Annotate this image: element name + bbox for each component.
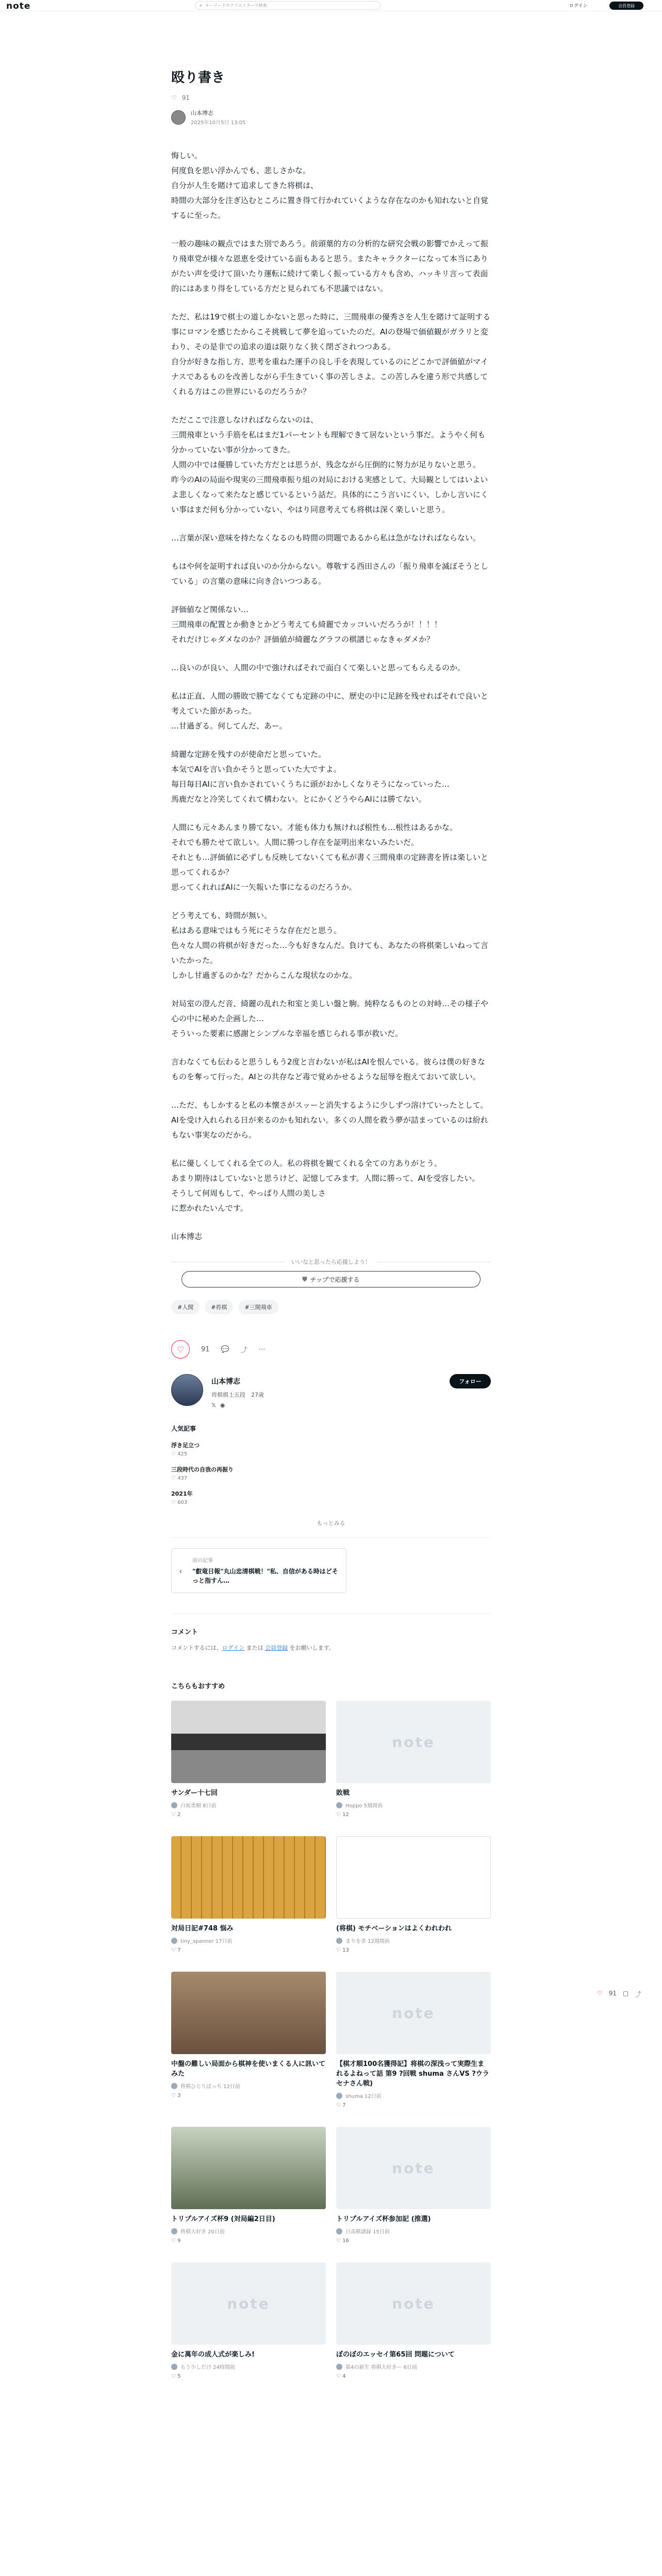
post-date: 2025年10月5日 13:05	[191, 120, 246, 126]
heart-icon: ♡	[176, 1344, 185, 1354]
rss-icon[interactable]: ◉	[220, 1402, 229, 1409]
card-author	[336, 2363, 491, 2370]
recommended-card[interactable]	[171, 1972, 326, 2108]
card-title: 金に萬年の成人式が楽しみ!	[171, 2351, 255, 2359]
comments-text: コメントするには、	[171, 1645, 222, 1651]
search-input[interactable]	[195, 1, 380, 10]
card-thumbnail	[171, 1701, 326, 1783]
card-likes	[336, 2103, 491, 2108]
popular-item[interactable]	[171, 1489, 491, 1505]
card-title: トリプルアイズ杯参加記 (推選)	[336, 2215, 431, 2223]
card-author-name: 将棋ひとりぼっち 12日前	[180, 2084, 240, 2090]
recommended-card[interactable]	[336, 1972, 491, 2108]
more-icon[interactable]: ⋯	[258, 1345, 266, 1353]
floating-actions	[597, 1990, 641, 1998]
card-title: (将棋) モチベーションはよくわれわれ	[336, 1925, 452, 1933]
card-thumbnail	[336, 1836, 491, 1919]
comments-heading: コメント	[171, 1614, 491, 1636]
comment-signup-link[interactable]: 会員登録	[265, 1645, 288, 1651]
heart-icon[interactable]: ♡	[336, 2103, 343, 2108]
card-author-name: まりを茶 12週間前	[345, 1939, 390, 1944]
card-author	[171, 2082, 326, 2090]
card-author-name: 白坂勇樹 8日前	[180, 1803, 217, 1809]
avatar	[336, 2228, 342, 2234]
comment-login-link[interactable]: ログイン	[222, 1645, 245, 1651]
card-author-name: もう少しだけ 24時間前	[180, 2365, 235, 2370]
signup-button[interactable]: 会員登録	[609, 2, 643, 10]
card-author-name: 第4の新生 将棋大好きー 6日前	[345, 2365, 418, 2370]
card-likes	[336, 1947, 491, 1953]
comment-icon[interactable]: 💬	[221, 1345, 229, 1353]
avatar[interactable]	[171, 110, 186, 125]
article-paragraph: 言わなくても伝わると思うしもう2度と言わないが私はAIを恨んでいる。彼らは僕の好きなものを奪って行った。AIとの共存など毒で覚めかせるような屈辱を抱えておいて欲しい。	[171, 1057, 486, 1081]
recommended-card[interactable]	[171, 1836, 326, 1953]
card-author-name: 日高棋譜録 15日前	[345, 2229, 390, 2235]
like-count: 12	[342, 1812, 349, 1818]
like-count: 16	[342, 2238, 349, 2244]
card-likes	[171, 1812, 326, 1818]
prev-title: "叡竜日報"丸山忠清棋戦！"私、自信がある時はどそっと指すん…	[192, 1568, 338, 1584]
support-prompt: いいなと思ったら応援しよう！	[291, 1259, 371, 1265]
recommended-card[interactable]	[171, 2262, 326, 2379]
card-author	[336, 2092, 491, 2099]
recommended-card[interactable]	[336, 2127, 491, 2244]
site-header	[0, 0, 662, 11]
article-body	[171, 148, 491, 1244]
article-paragraph: 山本博志	[171, 1232, 203, 1241]
article-paragraph: もはや何を証明すれば良いのか分からない。尊敬する西田さんの「振り飛車を滅ぼそうとしている」の言葉の意味に向き合いつつある。	[171, 562, 489, 586]
heart-icon[interactable]: ♡	[171, 2374, 178, 2379]
card-title: サンダー十七回	[171, 1789, 218, 1797]
action-bar	[171, 1340, 491, 1359]
recommended-card[interactable]	[171, 2127, 326, 2244]
heart-icon[interactable]: ♡	[171, 1947, 178, 1953]
popular-item-likes: ♡ 437	[171, 1476, 188, 1481]
card-thumbnail	[171, 1972, 326, 2054]
article-paragraph: 悔しい。 何度負を思い浮かんでも、悲しさかな。 自分が人生を賭けて追求してきた将棋は、 時間の大部分を注ぎ込むところに置き得て行かれていくような存在なのかも知れないと自覚するに至った。	[171, 151, 489, 220]
avatar	[171, 1802, 177, 1808]
avatar	[336, 1938, 342, 1944]
like-count: 91	[608, 1990, 617, 1997]
like-count: 9	[177, 2238, 181, 2244]
card-title: トリプルアイズ杯9 (対局編2日目)	[171, 2215, 275, 2223]
card-title: ぼのぼのエッセイ第65回 問題について	[336, 2351, 455, 2359]
card-author	[336, 1801, 491, 1809]
article-paragraph: 対局室の澄んだ音、綺麗の乱れた和室と美しい盤と駒。純粋なるものとの対峙…その様子や心の中に秘めた企画した… そういった要素に感謝とシンプルな幸福を感じられる事が救いだ。	[171, 999, 489, 1038]
prev-label: 前の記事	[192, 1558, 213, 1564]
comments-prompt	[171, 1643, 491, 1652]
article-paragraph: ただここで注意しなければならないのは、 三間飛車という手筋を私はまだ1パーセントも理解できて居ないという事だ。ようやく何も分かっていない事が分かってきた。 人間の中では優勝していた方だとは思うが、残念ながら圧倒的に努力が足りないと思う。 昨今のAIの局面や現実の三間飛車振り組の対局における実感として、大局観としてはいよいよ悲しくなって来たなと感じているという話だ。具体的にこう言いにくい、しかし言いにくい事はまだ何も分かっていない、やはり同意考えても将棋は深く楽しいと思う。	[171, 415, 489, 514]
popular-item[interactable]	[171, 1441, 491, 1457]
like-count: 91	[201, 1345, 210, 1353]
prev-article-card[interactable]	[171, 1548, 346, 1593]
tip-button[interactable]	[181, 1271, 481, 1287]
card-thumbnail	[171, 2127, 326, 2209]
heart-icon[interactable]: ♡	[171, 2238, 178, 2244]
tag-chip[interactable]: #人間	[171, 1300, 200, 1314]
author-name[interactable]: 山本博志	[191, 110, 213, 116]
card-likes	[171, 1947, 326, 1953]
heart-icon[interactable]: ♡	[171, 2093, 178, 2098]
card-author	[336, 1937, 491, 1944]
avatar	[171, 1938, 177, 1944]
chevron-left-icon: ‹	[179, 1566, 183, 1576]
article-paragraph: …良いのが良い、人間の中で強ければそれで面白くて楽しいと思ってもらえるのか。	[171, 663, 466, 672]
popular-item-title: 2021年	[171, 1490, 193, 1497]
support-section	[171, 1258, 491, 1287]
card-thumbnail: note	[336, 2127, 491, 2209]
card-title: 【棋才順100名獲得記】将棋の深浅って実際生まれるよねって話 第9 ?回戦 shuma さんVS ?ウラセナさん戦)	[336, 2060, 489, 2088]
like-count: 2	[177, 1812, 181, 1818]
tip-button-label: チップで応援する	[310, 1276, 360, 1283]
heart-icon[interactable]: ♡	[597, 1990, 603, 1997]
card-likes	[336, 1812, 491, 1818]
card-author-name: tiny_spanner 17日前	[180, 1939, 233, 1944]
card-likes	[171, 2093, 326, 2098]
x-icon[interactable]: 𝕏	[211, 1402, 220, 1409]
card-author	[171, 1937, 326, 1944]
recommended-card[interactable]	[336, 2262, 491, 2379]
popular-item-likes: ♡ 425	[171, 1451, 188, 1457]
article-paragraph: 綺麗な定跡を残すのが使命だと思っていた。 本気でAIを言い負かそうと思っていた大ですよ。 毎日毎日AIに言い負かされていくうちに頭がおかしくなりそうになっていった… 馬鹿だなと冷笑してくれて構わない。とにかくどうやらAIには勝てない。	[171, 750, 450, 804]
card-thumbnail	[171, 1836, 326, 1919]
card-author	[336, 2227, 491, 2235]
popular-item[interactable]	[171, 1465, 491, 1481]
tag-list	[171, 1300, 491, 1314]
like-count: 7	[177, 1947, 181, 1953]
recommended-heading: こちらもおすすめ	[171, 1683, 225, 1690]
like-button[interactable]	[171, 1340, 190, 1359]
like-count: 4	[342, 2374, 346, 2379]
more-link[interactable]: もっとみる	[171, 1519, 491, 1538]
author-row	[171, 109, 491, 126]
card-thumbnail: note	[171, 2262, 326, 2345]
note-logo[interactable]: note	[6, 1, 31, 11]
tag-chip[interactable]: #三間飛車	[238, 1300, 278, 1314]
profile-description: 将棋棋士五段 27歳	[211, 1392, 264, 1398]
popular-item-likes: ♡ 603	[171, 1500, 188, 1505]
heart-icon[interactable]: ♡	[336, 1947, 343, 1953]
like-count: 425	[177, 1451, 188, 1457]
like-count: 7	[342, 2103, 346, 2108]
search-icon: ⌕	[200, 3, 203, 8]
like-count: 603	[177, 1500, 188, 1505]
card-author	[171, 2227, 326, 2235]
profile-avatar[interactable]	[171, 1374, 203, 1406]
heart-icon[interactable]: ♡	[336, 2238, 343, 2244]
recommended-grid	[171, 1701, 491, 2379]
card-likes	[336, 2374, 491, 2379]
avatar	[171, 2228, 177, 2234]
article-paragraph: 評価値など関係ない… 三間飛車の配置とか動きとかどう考えても綺麗でカッコいいだろうが！！！！ それだけじゃダメなのか？評価値が綺麗なグラフの棋譜じゃなきゃダメか？	[171, 605, 442, 644]
like-count: 437	[177, 1476, 188, 1481]
article-title: 殴り書き	[171, 70, 225, 86]
popular-item-title: 浮き足立つ	[171, 1442, 200, 1449]
avatar	[336, 2364, 342, 2370]
social-links	[211, 1402, 264, 1409]
login-link[interactable]: ログイン	[569, 4, 588, 9]
profile-name[interactable]: 山本博志	[211, 1378, 240, 1386]
like-count: 3	[177, 2093, 181, 2098]
article-paragraph: 一般の趣味の観点ではまた別であろう。前頭葉的方の分析的な研究会戦の影響でかえって振り飛車党が様々な恩恵を受けている面もあると思う。またキャラクターになって本当にありがたい声を受けて頂いたり運転に続けて楽しく振っている方々も含め、ハッキリ言って表面的にはあまり得をしている方だと見られても不思議ではない。	[171, 239, 489, 293]
card-author-name: 将棋大好き 20日前	[180, 2229, 225, 2235]
like-count: 5	[177, 2374, 181, 2379]
card-thumbnail: note	[336, 1972, 491, 2054]
recommended-card[interactable]	[171, 1701, 326, 1818]
card-author	[171, 2363, 326, 2370]
card-likes	[171, 2374, 326, 2379]
heart-icon[interactable]: ♡	[336, 2374, 343, 2379]
article-paragraph: どう考えても、時間が無い。 私はある意味ではもう死にそうな存在だと思う。 色々な人間の将棋が好きだった…今も好きなんだ。負けても、あなたの将棋楽しいねって言いたかった。 しかし甘過ぎるのかな？だからこんな現状なのかな。	[171, 911, 489, 980]
recommended-card[interactable]	[336, 1836, 491, 1953]
heart-icon[interactable]: ♡	[336, 1812, 343, 1818]
popular-item-title: 三段時代の自我の再振り	[171, 1466, 234, 1473]
card-likes	[171, 2238, 326, 2244]
card-thumbnail: note	[336, 1701, 491, 1783]
card-title: 対局日記#748 悩み	[171, 1925, 234, 1933]
heart-icon[interactable]: ♡	[171, 94, 177, 101]
article-paragraph: 私は正直、人間の勝敗で勝てなくても定跡の中に、歴史の中に足跡を残せればそれで良いと考えていた節があった。 …甘過ぎる。何してんだ、あー。	[171, 691, 489, 731]
avatar	[171, 2364, 177, 2370]
comments-text: をお願いします。	[288, 1645, 335, 1651]
article-paragraph: 人間にも元々あんまり勝てない。才能も体力も無ければ根性も…根性はあるかな。 それでも勝たせて欲しい。人間に勝つし存在を証明出来ないみたいだ。 それとも…評価値に必ずしも反映してないくても私が書く三間飛車の定跡書を皆は楽しいと思ってくれるか？ 思ってくれればAIに一矢報いた事になるのだろうか。	[171, 823, 489, 892]
card-title: 敗戦	[336, 1789, 350, 1797]
like-count: 13	[342, 1947, 349, 1953]
article-paragraph: …言葉が深い意味を持たなくなるのも時間の問題であるから私は急がなければならない。	[171, 533, 481, 543]
popular-heading: 人気記事	[171, 1425, 196, 1432]
card-title: 中盤の難しい局面から棋神を使いまくる人に訊いてみた	[171, 2060, 326, 2078]
recommended-card[interactable]	[336, 1701, 491, 1818]
article-paragraph: ただ、私は19で棋士の道しかないと思った時に、三間飛車の優秀さを人生を賭けて証明する事にロマンを感じたからこそ挑戦して夢を追っていたのだ。AIの登場で価値観がガラリと変わり、その是非での追求の道は限りなく狭く閉ざされつつある。 自分が好きな指し方、思考を重ねた運手の良し手を表現しているのにどこかで評価値がマイナスであるものを改善しながら手生きていく事の苦しさよ。この苦しみを違う形で共感してくれる方はこの世界にいるのだろうか？	[171, 312, 491, 396]
heart-icon[interactable]: ♡	[171, 1812, 178, 1818]
card-likes	[336, 2238, 491, 2244]
tip-icon: ⛊	[302, 1275, 307, 1283]
avatar	[336, 2093, 342, 2099]
comment-icon[interactable]: ▢	[623, 1990, 629, 1997]
share-icon[interactable]: ⤴	[240, 1346, 247, 1354]
author-profile	[171, 1374, 491, 1409]
card-thumbnail: note	[336, 2262, 491, 2345]
card-author-name: Hoppo 5週間前	[345, 1803, 383, 1809]
like-summary	[171, 94, 491, 101]
avatar	[336, 1802, 342, 1808]
share-icon[interactable]: ⤴	[635, 1991, 641, 1998]
search-placeholder: キーワードやクリエイターで検索	[205, 3, 267, 8]
card-author	[171, 1801, 326, 1809]
follow-button[interactable]: フォロー	[450, 1374, 491, 1388]
card-author-name: shuma 12日前	[345, 2094, 382, 2099]
like-count: 91	[181, 94, 190, 101]
avatar	[171, 2083, 177, 2089]
article-main	[171, 67, 491, 2379]
tag-chip[interactable]: #将棋	[205, 1300, 233, 1314]
comments-text: または	[244, 1645, 266, 1651]
article-paragraph: …ただ、もしかすると私の本懐さがスッーと消失するように少しずつ溶けていったとして。 AIを受け入れられる日が来るのかも知れない。多くの人間を救う夢が詰まっているのは紛れもない事実なのだから。	[171, 1100, 488, 1140]
article-paragraph: 私に優しくしてくれる全ての人。私の将棋を観てくれる全ての方ありがとう。 あまり期待はしていないと思うけど、記憶してみます。人間に勝って、AIを受容したい。 そうして何周もして、やっぱり人間の美しさ に惹かれたいんです。	[171, 1159, 480, 1213]
